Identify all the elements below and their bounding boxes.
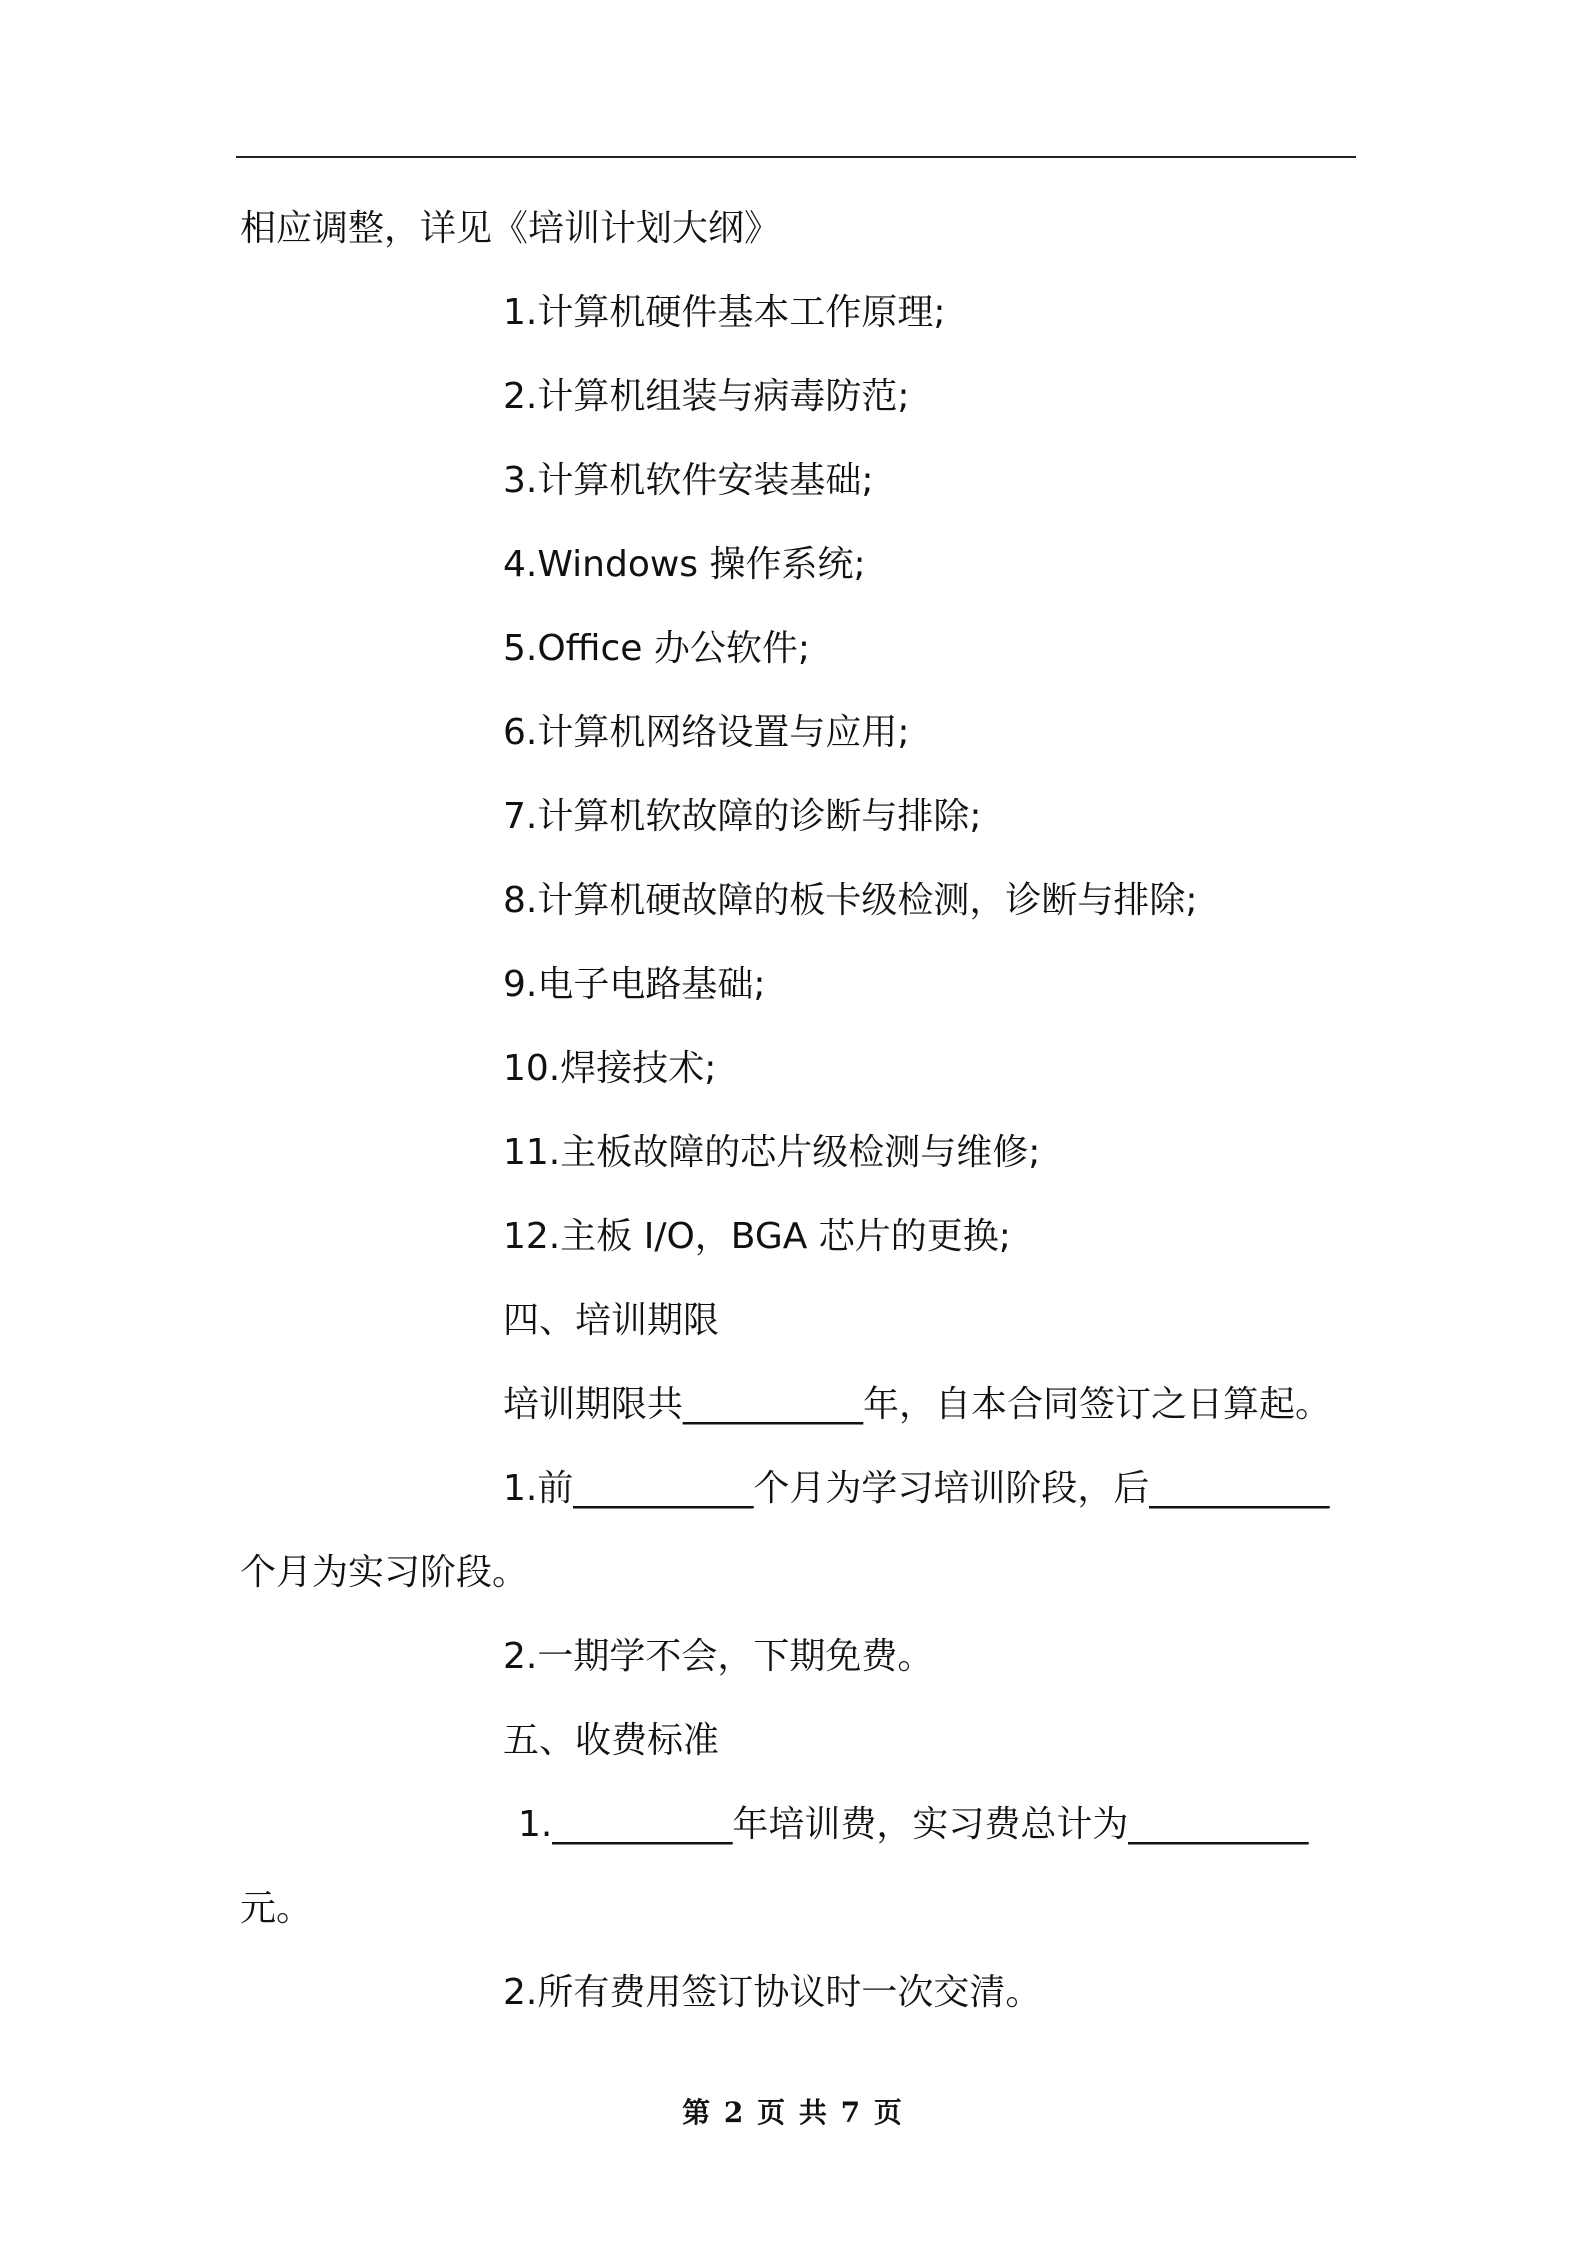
text-line-2: 1.计算机硬件基本工作原理; (503, 292, 946, 333)
text-line-7: 6.计算机网络设置与应用; (503, 712, 910, 753)
text-line-21: 元。 (240, 1888, 313, 1929)
text-line-6: 5.Office 办公软件; (503, 628, 811, 669)
text-line-15: 培训期限共__________年，自本合同签订之日算起。 (503, 1384, 1332, 1425)
text-line-3: 2.计算机组装与病毒防范; (503, 376, 910, 417)
page-number: 第 2 页 共 7 页 (682, 2096, 904, 2129)
text-line-10: 9.电子电路基础; (503, 964, 766, 1005)
text-line-4: 3.计算机软件安装基础; (503, 460, 874, 501)
text-line-18: 2.一期学不会，下期免费。 (503, 1636, 934, 1677)
text-line-1: 相应调整，详见《培训计划大纲》 (240, 208, 781, 249)
text-line-13: 12.主板 I/O，BGA 芯片的更换; (503, 1216, 1011, 1257)
text-line-12: 11.主板故障的芯片级检测与维修; (503, 1132, 1041, 1173)
text-line-9: 8.计算机硬故障的板卡级检测，诊断与排除; (503, 880, 1198, 921)
text-line-17: 个月为实习阶段。 (240, 1552, 529, 1593)
header-rule (236, 156, 1356, 158)
text-line-11: 10.焊接技术; (503, 1048, 717, 1089)
text-line-8: 7.计算机软故障的诊断与排除; (503, 796, 982, 837)
text-line-5: 4.Windows 操作系统; (503, 544, 866, 585)
section-heading-term: 四、培训期限 (503, 1300, 720, 1341)
text-line-16: 1.前__________个月为学习培训阶段，后__________ (503, 1468, 1330, 1509)
text-line-22: 2.所有费用签订协议时一次交清。 (503, 1972, 1042, 2013)
text-line-20: 1.__________年培训费，实习费总计为__________ (518, 1804, 1309, 1845)
section-heading-fees: 五、收费标准 (503, 1720, 720, 1761)
